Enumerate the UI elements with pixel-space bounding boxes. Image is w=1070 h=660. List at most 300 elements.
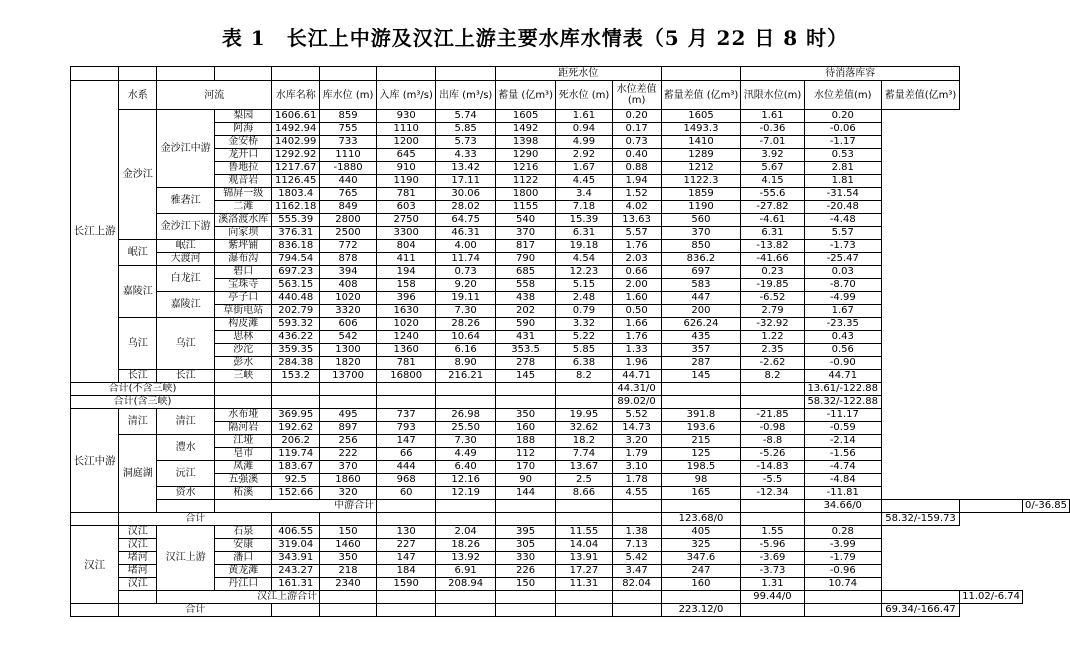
flood-storage: -1.56 xyxy=(804,448,881,461)
dead-diff: 11.31 xyxy=(556,578,612,591)
system-label: 清江 xyxy=(119,409,157,435)
table-row xyxy=(71,110,1070,123)
flood-level: 447 xyxy=(661,292,741,305)
inflow: 3320 xyxy=(320,305,377,318)
flood-diff: 6.31 xyxy=(741,227,804,240)
dead-level: 1800 xyxy=(495,188,555,201)
empty-cell xyxy=(320,383,377,396)
flood-diff: -4.61 xyxy=(741,214,804,227)
flood-level: 560 xyxy=(661,214,741,227)
flood-level: 357 xyxy=(661,344,741,357)
flood-level: 200 xyxy=(661,305,741,318)
flood-level: 347.6 xyxy=(661,552,741,565)
outflow: 781 xyxy=(376,188,435,201)
flood-storage: -4.99 xyxy=(804,292,881,305)
flood-storage: 2.81 xyxy=(804,162,881,175)
reservoir-name: 凤滩 xyxy=(215,461,272,474)
dead-level: 350 xyxy=(495,409,555,422)
table-row xyxy=(71,370,1070,383)
outflow: 411 xyxy=(376,253,435,266)
region-empty-cell xyxy=(71,513,119,526)
storage: 4.33 xyxy=(436,149,496,162)
reservoir-name: 紫坪铺 xyxy=(215,240,272,253)
flood-level: 98 xyxy=(661,474,741,487)
inflow: 350 xyxy=(320,552,377,565)
storage: 6.16 xyxy=(436,344,496,357)
dead-level: 438 xyxy=(495,292,555,305)
flood-diff: -0.98 xyxy=(741,422,804,435)
flood-level: 370 xyxy=(661,227,741,240)
outflow: 793 xyxy=(376,422,435,435)
reservoir-name: 梨园 xyxy=(215,110,272,123)
dead-level: 330 xyxy=(495,552,555,565)
header-inflow: 入库 (m³/s) xyxy=(376,81,435,110)
inflow: 13700 xyxy=(320,370,377,383)
region-empty-cell xyxy=(119,591,157,604)
table-row xyxy=(71,123,1070,136)
flood-level: 1212 xyxy=(661,162,741,175)
dead-diff: 1.67 xyxy=(556,162,612,175)
header-reservoir: 水库名称 xyxy=(272,81,320,110)
inflow: 755 xyxy=(320,123,377,136)
flood-level: 325 xyxy=(661,539,741,552)
reservoir-name: 碧口 xyxy=(215,266,272,279)
inflow: 542 xyxy=(320,331,377,344)
table-row xyxy=(71,461,1070,474)
level: 436.22 xyxy=(272,331,320,344)
level: 1292.92 xyxy=(272,149,320,162)
system-label: 嘉陵江 xyxy=(119,266,157,318)
empty-cell xyxy=(320,396,377,409)
flood-diff: 1.55 xyxy=(741,526,804,539)
flood-level: 287 xyxy=(661,357,741,370)
table-row xyxy=(71,292,1070,305)
dead-storage: 4.02 xyxy=(612,201,661,214)
reservoir-name: 瀑布沟 xyxy=(215,253,272,266)
empty-cell xyxy=(215,383,272,396)
empty-cell xyxy=(495,396,555,409)
flood-diff: 1.22 xyxy=(741,331,804,344)
table-row xyxy=(71,435,1070,448)
table-row xyxy=(71,344,1070,357)
empty-cell xyxy=(320,513,377,526)
dead-level: 1290 xyxy=(495,149,555,162)
empty-cell xyxy=(436,500,496,513)
total-flood-storage: 69.34/-166.47 xyxy=(881,604,959,617)
flood-diff: 5.67 xyxy=(741,162,804,175)
level: 153.2 xyxy=(272,370,320,383)
outflow: 645 xyxy=(376,149,435,162)
inflow: 1110 xyxy=(320,149,377,162)
table-row xyxy=(71,175,1070,188)
level: 369.95 xyxy=(272,409,320,422)
total-dead-storage: 89.02/0 xyxy=(612,396,661,409)
inflow: 394 xyxy=(320,266,377,279)
table-row xyxy=(71,240,1070,253)
outflow: 804 xyxy=(376,240,435,253)
empty-cell xyxy=(556,591,612,604)
dead-diff: 2.48 xyxy=(556,292,612,305)
dead-diff: 6.38 xyxy=(556,357,612,370)
flood-storage: 0.20 xyxy=(804,110,881,123)
region-han: 汉江 xyxy=(71,526,119,604)
flood-level: 850 xyxy=(661,240,741,253)
flood-storage: -25.47 xyxy=(804,253,881,266)
region-empty-cell xyxy=(71,604,119,617)
flood-level: 435 xyxy=(661,331,741,344)
dead-storage: 3.20 xyxy=(612,435,661,448)
outflow: 158 xyxy=(376,279,435,292)
empty-cell xyxy=(376,383,435,396)
flood-diff: -3.69 xyxy=(741,552,804,565)
reservoir-table xyxy=(70,66,1070,617)
flood-storage: -20.48 xyxy=(804,201,881,214)
level: 202.79 xyxy=(272,305,320,318)
flood-storage: 0.43 xyxy=(804,331,881,344)
dead-storage: 1.60 xyxy=(612,292,661,305)
dead-diff: 4.99 xyxy=(556,136,612,149)
river-label: 乌江 xyxy=(157,318,215,370)
flood-diff: -14.83 xyxy=(741,461,804,474)
table-row xyxy=(71,565,1070,578)
level: 161.31 xyxy=(272,578,320,591)
flood-level: 1605 xyxy=(661,110,741,123)
empty-cell xyxy=(556,604,612,617)
river-label: 汉江 xyxy=(119,539,157,552)
reservoir-name: 金安桥 xyxy=(215,136,272,149)
river-label: 清江 xyxy=(157,409,215,435)
reservoir-name: 龙开口 xyxy=(215,149,272,162)
table-row xyxy=(71,487,1070,500)
flood-storage: 0.53 xyxy=(804,149,881,162)
flood-level: 193.6 xyxy=(661,422,741,435)
level: 119.74 xyxy=(272,448,320,461)
level: 1606.61 xyxy=(272,110,320,123)
flood-storage: -11.17 xyxy=(804,409,881,422)
flood-level: 125 xyxy=(661,448,741,461)
inflow: 878 xyxy=(320,253,377,266)
dead-storage: 7.13 xyxy=(612,539,661,552)
table-row xyxy=(71,539,1070,552)
storage: 10.64 xyxy=(436,331,496,344)
dead-diff: 3.32 xyxy=(556,318,612,331)
empty-cell xyxy=(612,604,661,617)
level: 440.48 xyxy=(272,292,320,305)
flood-level: 198.5 xyxy=(661,461,741,474)
total-label: 中游合计 xyxy=(215,500,377,513)
inflow: -1880 xyxy=(320,162,377,175)
river-label: 澧水 xyxy=(157,435,215,461)
reservoir-name: 向家坝 xyxy=(215,227,272,240)
table-row xyxy=(71,604,1070,617)
dead-diff: 14.04 xyxy=(556,539,612,552)
table-row xyxy=(71,591,1070,604)
inflow: 320 xyxy=(320,487,377,500)
flood-diff: -13.82 xyxy=(741,240,804,253)
dead-level: 540 xyxy=(495,214,555,227)
region-middle: 长江中游 xyxy=(71,409,119,513)
reservoir-name: 草街电站 xyxy=(215,305,272,318)
empty-cell xyxy=(215,396,272,409)
empty-cell xyxy=(556,396,612,409)
dead-diff: 0.94 xyxy=(556,123,612,136)
table-row xyxy=(71,318,1070,331)
dead-diff: 19.95 xyxy=(556,409,612,422)
total-dead-storage: 123.68/0 xyxy=(661,513,741,526)
dead-diff: 19.18 xyxy=(556,240,612,253)
dead-diff: 12.23 xyxy=(556,266,612,279)
level: 697.23 xyxy=(272,266,320,279)
storage: 11.74 xyxy=(436,253,496,266)
outflow: 130 xyxy=(376,526,435,539)
flood-level: 145 xyxy=(661,370,741,383)
flood-diff: -5.26 xyxy=(741,448,804,461)
system-label: 洞庭湖 xyxy=(119,435,157,513)
dead-storage: 0.17 xyxy=(612,123,661,136)
level: 1162.18 xyxy=(272,201,320,214)
empty-cell xyxy=(436,604,496,617)
dead-diff: 17.27 xyxy=(556,565,612,578)
storage: 30.06 xyxy=(436,188,496,201)
system-label: 乌江 xyxy=(119,318,157,370)
inflow: 1300 xyxy=(320,344,377,357)
flood-storage: 44.71 xyxy=(804,370,881,383)
flood-diff: -2.62 xyxy=(741,357,804,370)
dead-level: 1605 xyxy=(495,110,555,123)
flood-storage: -0.06 xyxy=(804,123,881,136)
dead-level: 145 xyxy=(495,370,555,383)
level: 1492.94 xyxy=(272,123,320,136)
dead-diff: 3.4 xyxy=(556,188,612,201)
storage: 0.73 xyxy=(436,266,496,279)
flood-storage: 1.81 xyxy=(804,175,881,188)
outflow: 930 xyxy=(376,110,435,123)
dead-storage: 0.20 xyxy=(612,110,661,123)
table-row xyxy=(71,279,1070,292)
table-row xyxy=(71,305,1070,318)
dead-level: 353.5 xyxy=(495,344,555,357)
flood-level: 836.2 xyxy=(661,253,741,266)
storage: 9.20 xyxy=(436,279,496,292)
dead-level: 817 xyxy=(495,240,555,253)
dead-level: 90 xyxy=(495,474,555,487)
table-row xyxy=(71,526,1070,539)
outflow: 60 xyxy=(376,487,435,500)
reservoir-name: 石泉 xyxy=(215,526,272,539)
header-flood-stor: 蓄量差值(亿m³) xyxy=(881,81,959,110)
table-row xyxy=(71,513,1070,526)
table-row xyxy=(71,201,1070,214)
table-row xyxy=(71,448,1070,461)
inflow: 2340 xyxy=(320,578,377,591)
dead-level: 112 xyxy=(495,448,555,461)
table-row xyxy=(71,266,1070,279)
outflow: 66 xyxy=(376,448,435,461)
dead-level: 558 xyxy=(495,279,555,292)
empty-cell xyxy=(495,383,555,396)
reservoir-name: 阿海 xyxy=(215,123,272,136)
reservoir-name: 彭水 xyxy=(215,357,272,370)
header-outflow: 出库 (m³/s) xyxy=(436,81,496,110)
table-row xyxy=(71,162,1070,175)
level: 555.39 xyxy=(272,214,320,227)
dead-level: 202 xyxy=(495,305,555,318)
inflow: 2500 xyxy=(320,227,377,240)
dead-diff: 8.66 xyxy=(556,487,612,500)
header-storage: 蓄量 (亿m³) xyxy=(495,81,555,110)
flood-storage: -3.99 xyxy=(804,539,881,552)
dead-storage: 0.88 xyxy=(612,162,661,175)
reservoir-name: 潘口 xyxy=(215,552,272,565)
flood-level: 1190 xyxy=(661,201,741,214)
table-row xyxy=(71,409,1070,422)
dead-storage: 1.94 xyxy=(612,175,661,188)
header-system: 水系 xyxy=(119,81,157,110)
table-row xyxy=(71,136,1070,149)
storage: 13.92 xyxy=(436,552,496,565)
outflow: 184 xyxy=(376,565,435,578)
river-label: 汉江 xyxy=(119,578,157,591)
dead-diff: 5.15 xyxy=(556,279,612,292)
flood-diff: -5.5 xyxy=(741,474,804,487)
flood-storage: -8.70 xyxy=(804,279,881,292)
inflow: 772 xyxy=(320,240,377,253)
flood-storage: -23.35 xyxy=(804,318,881,331)
dead-storage: 5.52 xyxy=(612,409,661,422)
outflow: 194 xyxy=(376,266,435,279)
table-row xyxy=(71,214,1070,227)
storage: 4.00 xyxy=(436,240,496,253)
empty-cell xyxy=(436,396,496,409)
storage: 5.85 xyxy=(436,123,496,136)
inflow: 765 xyxy=(320,188,377,201)
dead-storage: 13.63 xyxy=(612,214,661,227)
reservoir-name: 柘溪 xyxy=(215,487,272,500)
river-label: 雅砻江 xyxy=(157,188,215,214)
reservoir-name: 二滩 xyxy=(215,201,272,214)
level: 284.38 xyxy=(272,357,320,370)
storage: 6.40 xyxy=(436,461,496,474)
flood-storage: -1.17 xyxy=(804,136,881,149)
empty-cell xyxy=(436,591,496,604)
table-row xyxy=(71,357,1070,370)
dead-level: 144 xyxy=(495,487,555,500)
dead-level: 1122 xyxy=(495,175,555,188)
flood-level: 697 xyxy=(661,266,741,279)
empty-cell xyxy=(960,500,1023,513)
dead-diff: 13.67 xyxy=(556,461,612,474)
system-label: 长江 xyxy=(119,370,157,383)
dead-storage: 1.33 xyxy=(612,344,661,357)
inflow: 440 xyxy=(320,175,377,188)
empty-cell xyxy=(881,591,959,604)
empty-cell xyxy=(556,500,612,513)
storage: 19.11 xyxy=(436,292,496,305)
empty-cell xyxy=(741,604,804,617)
table-row xyxy=(71,188,1070,201)
total-flood-storage: 0/-36.85 xyxy=(1023,500,1070,513)
header-dead-stor: 蓄量差值 (亿m³) xyxy=(661,81,741,110)
reservoir-name: 水布垭 xyxy=(215,409,272,422)
outflow: 444 xyxy=(376,461,435,474)
flood-level: 215 xyxy=(661,435,741,448)
dead-level: 160 xyxy=(495,422,555,435)
header-dead-diff: 水位差值 (m) xyxy=(612,81,661,110)
dead-storage: 1.78 xyxy=(612,474,661,487)
table-row xyxy=(71,422,1070,435)
dead-diff: 7.18 xyxy=(556,201,612,214)
dead-diff: 0.79 xyxy=(556,305,612,318)
outflow: 147 xyxy=(376,435,435,448)
header-level: 库水位 (m) xyxy=(320,81,377,110)
empty-cell xyxy=(881,500,959,513)
empty-cell xyxy=(376,513,435,526)
dead-storage: 0.50 xyxy=(612,305,661,318)
storage: 4.49 xyxy=(436,448,496,461)
flood-level: 1859 xyxy=(661,188,741,201)
empty-cell xyxy=(612,591,661,604)
dead-diff: 15.39 xyxy=(556,214,612,227)
outflow: 910 xyxy=(376,162,435,175)
empty-cell xyxy=(495,513,555,526)
flood-diff: -5.96 xyxy=(741,539,804,552)
empty-cell xyxy=(741,396,804,409)
storage: 25.50 xyxy=(436,422,496,435)
reservoir-name: 江垭 xyxy=(215,435,272,448)
outflow: 1200 xyxy=(376,136,435,149)
dead-storage: 1.76 xyxy=(612,240,661,253)
dead-level: 1155 xyxy=(495,201,555,214)
table-row xyxy=(71,227,1070,240)
dead-diff: 4.54 xyxy=(556,253,612,266)
reservoir-name: 溪洛渡水库 xyxy=(215,214,272,227)
flood-diff: 3.92 xyxy=(741,149,804,162)
empty-cell xyxy=(741,383,804,396)
river-label: 沅江 xyxy=(157,461,215,487)
dead-storage: 0.66 xyxy=(612,266,661,279)
flood-level: 247 xyxy=(661,565,741,578)
dead-storage: 1.76 xyxy=(612,331,661,344)
reservoir-name: 五强溪 xyxy=(215,474,272,487)
empty-cell xyxy=(376,591,435,604)
flood-diff: -12.34 xyxy=(741,487,804,500)
empty-cell xyxy=(612,500,661,513)
header-flood-diff: 水位差值(m) xyxy=(804,81,881,110)
flood-storage: 1.67 xyxy=(804,305,881,318)
total-label: 合计 xyxy=(119,513,272,526)
storage: 12.16 xyxy=(436,474,496,487)
dead-level: 590 xyxy=(495,318,555,331)
outflow: 1020 xyxy=(376,318,435,331)
empty-cell xyxy=(376,396,435,409)
outflow: 1190 xyxy=(376,175,435,188)
table-row xyxy=(71,396,1070,409)
dead-storage: 44.71 xyxy=(612,370,661,383)
flood-diff: -21.85 xyxy=(741,409,804,422)
river-label: 长江 xyxy=(157,370,215,383)
level: 1126.45 xyxy=(272,175,320,188)
outflow: 1360 xyxy=(376,344,435,357)
flood-level: 583 xyxy=(661,279,741,292)
flood-storage: 0.56 xyxy=(804,344,881,357)
dead-level: 305 xyxy=(495,539,555,552)
river-label: 汉江 xyxy=(119,526,157,539)
inflow: 256 xyxy=(320,435,377,448)
region-upper: 长江上游 xyxy=(71,81,119,383)
outflow: 1630 xyxy=(376,305,435,318)
empty-cell xyxy=(272,383,320,396)
empty-cell xyxy=(436,513,496,526)
